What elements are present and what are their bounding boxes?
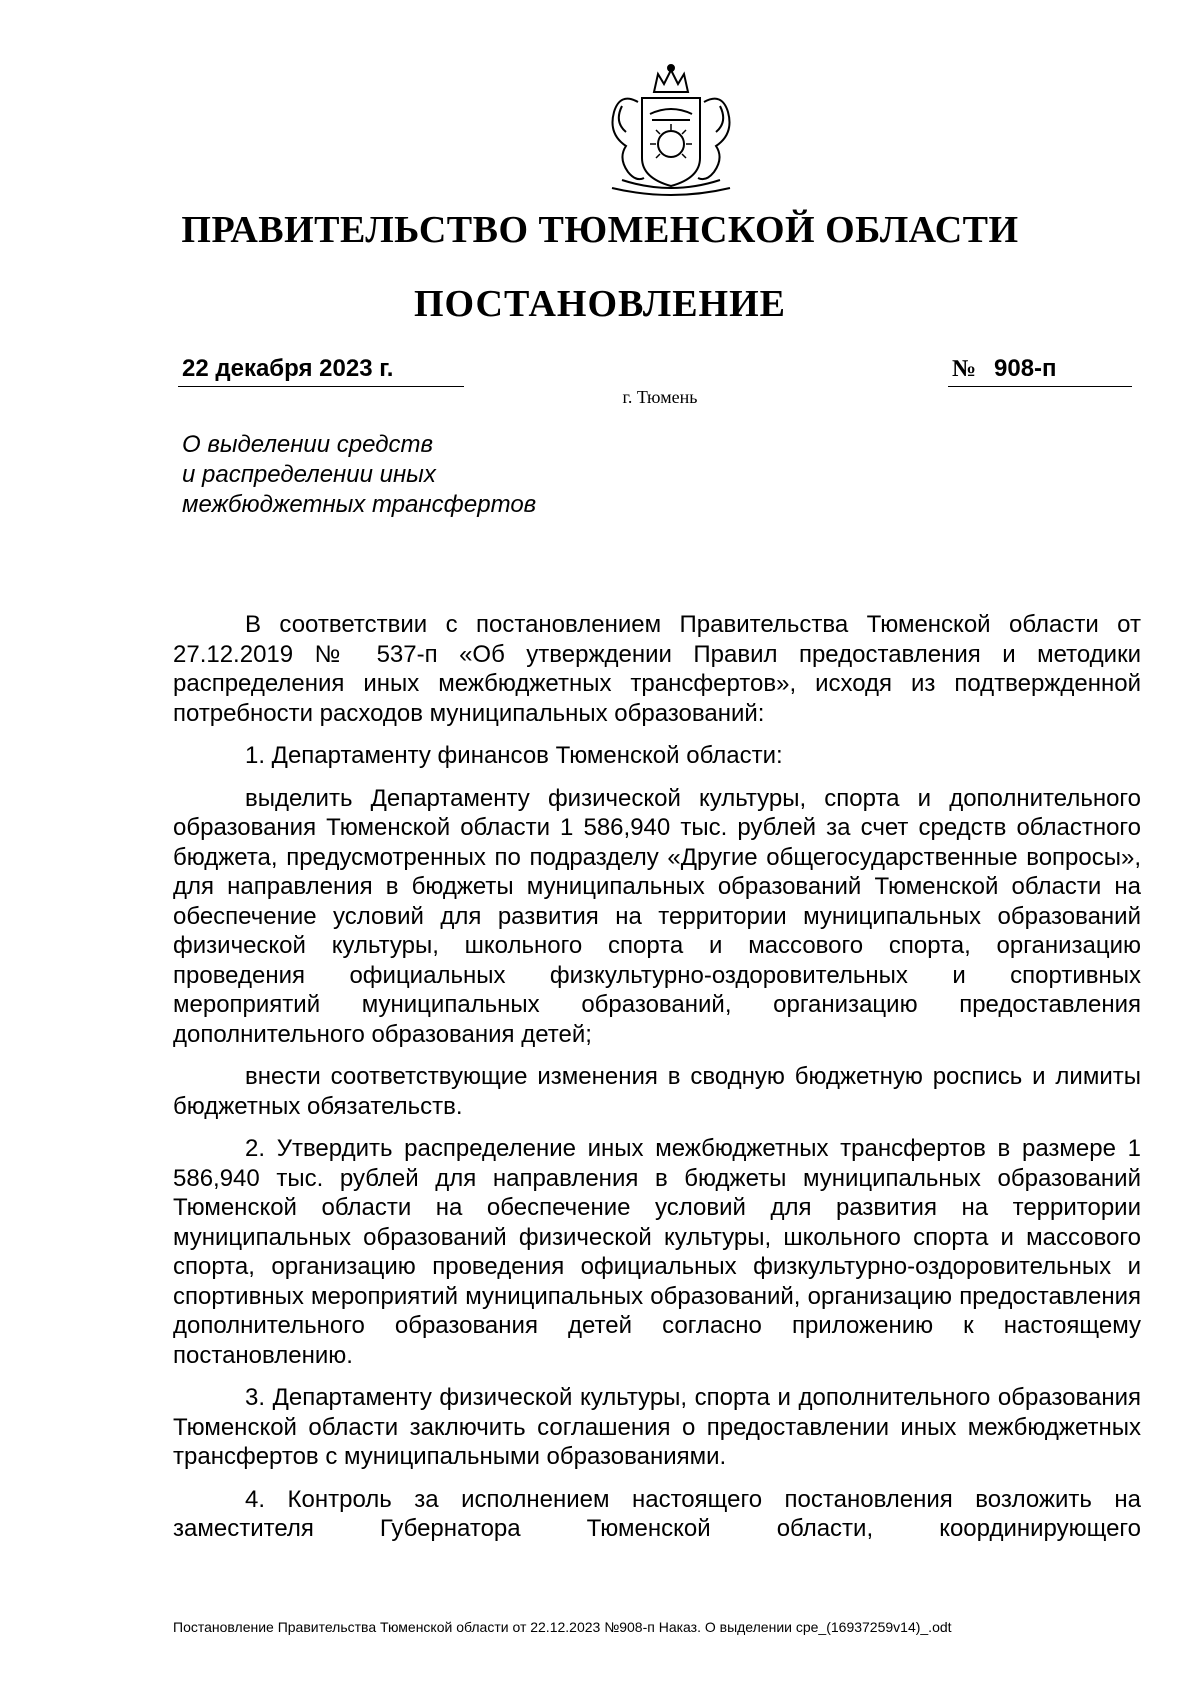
subject-line: межбюджетных трансфертов bbox=[182, 491, 537, 518]
body-paragraph: внести соответствующие изменения в сводную бюджетную роспись и лимиты бюджетных обязательств. bbox=[173, 1063, 1141, 1120]
document-date: 22 декабря 2023 г. bbox=[182, 355, 394, 382]
body-paragraph: 4. Контроль за исполнением настоящего постановления возложить на заместителя Губернатора Тюменской области, координирующего bbox=[173, 1485, 1141, 1542]
body-paragraph: 2. Утвердить распределение иных межбюджетных трансфертов в размере 1 586,940 тыс. рублей для направления в бюджеты муниципальных образований Тюменской области на обеспечение условий для развития на территории муниципальных образований физической культуры, школьного спорта и массового спорта, организацию проведения официальных физкультурно-оздоровительных и спортивных мероприятий муниципальных образований, организацию предоставления дополнительного образования детей согласно приложению к настоящему постановлению. bbox=[173, 1135, 1141, 1369]
body-paragraph: 1. Департаменту финансов Тюменской области: bbox=[245, 742, 783, 769]
subject-line: и распределении иных bbox=[182, 461, 436, 488]
organization-title: ПРАВИТЕЛЬСТВО ТЮМЕНСКОЙ ОБЛАСТИ bbox=[181, 209, 1019, 251]
body-paragraph: выделить Департаменту физической культуры, спорта и дополнительного образования Тюменской области 1 586,940 тыс. рублей за счет средств областного бюджета, предусмотренных по подразделу «Другие общегосударственные вопросы», для направления в бюджеты муниципальных образований Тюменской области на обеспечение условий для развития на территории муниципальных образований физической культуры, школьного спорта и массового спорта, организацию проведения официальных физкультурно-оздоровительных и спортивных мероприятий муниципальных образований, организацию предоставления дополнительного образования детей; bbox=[173, 784, 1141, 1048]
page-footer: Постановление Правительства Тюменской области от 22.12.2023 №908-п Наказ. О выделении сре_(16937259v14)_.odt bbox=[173, 1619, 952, 1635]
body-paragraph: В соответствии с постановлением Правительства Тюменской области от 27.12.2019 № 537-п «Об утверждении Правил предоставления и методики распределения иных межбюджетных трансфертов», исходя из подтвержденной потребности расходов муниципальных образований: bbox=[173, 611, 1141, 727]
document-type: ПОСТАНОВЛЕНИЕ bbox=[413, 283, 787, 325]
document-subject bbox=[182, 430, 702, 520]
document-city: г. Тюмень bbox=[622, 387, 698, 407]
body-paragraph: 3. Департаменту физической культуры, спорта и дополнительного образования Тюменской области заключить соглашения о предоставлении иных межбюджетных трансфертов с муниципальными образованиями. bbox=[173, 1384, 1141, 1470]
subject-line: О выделении средств bbox=[182, 431, 434, 458]
document-body bbox=[173, 610, 1141, 1557]
date-field bbox=[178, 354, 464, 387]
document-number: 908-п bbox=[994, 355, 1057, 382]
number-sign: № bbox=[952, 356, 977, 382]
coat-of-arms-icon bbox=[592, 62, 750, 200]
number-field bbox=[948, 354, 1132, 387]
